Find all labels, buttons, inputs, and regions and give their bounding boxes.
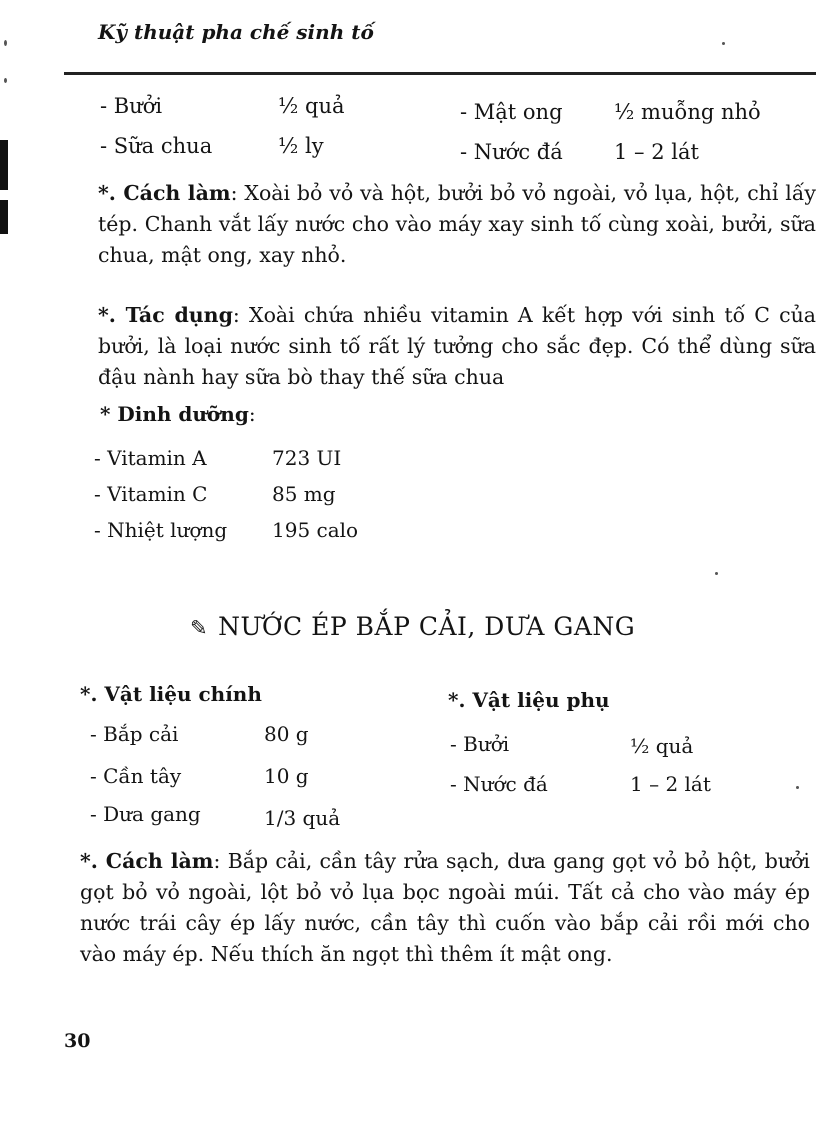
- nutrient-value: 723 UI: [272, 446, 342, 470]
- scan-edge-mark: [0, 200, 8, 234]
- page-number: 30: [64, 1030, 91, 1052]
- method-text: : Bắp cải, cần tây rửa sạch, dưa gang gọt vỏ bỏ hột, bưởi gọt bỏ vỏ ngoài, lột bỏ vỏ lụa bọc ngoài múi. Tất cả cho vào máy ép nước trái cây ép lấy nước, cần tây thì cuốn vào bắp cải rồi mới cho vào máy ép. Nếu thích ăn ngọt thì thêm ít mật ong.: [80, 849, 810, 966]
- effect-paragraph: [98, 300, 816, 393]
- effect-text: : Xoài chứa nhiều vitamin A kết hợp với sinh tố C của bưởi, là loại nước sinh tố rất lý tưởng cho sắc đẹp. Có thể dùng sữa đậu nành hay sữa bò thay thế sữa chua: [98, 303, 816, 389]
- nutrient-name: - Vitamin C: [94, 482, 208, 506]
- ingredient-name: - Dưa gang: [90, 802, 201, 826]
- ingredient-name: - Nước đá: [450, 772, 548, 796]
- nutrient-value: 85 mg: [272, 482, 336, 506]
- ingredient-amount: 80 g: [264, 722, 309, 746]
- scan-speck: [4, 40, 7, 46]
- pencil-icon: ✎: [190, 616, 209, 640]
- ingredient-name: - Nước đá: [460, 140, 563, 164]
- ingredient-amount: 1/3 quả: [264, 806, 341, 830]
- side-materials-heading: *. Vật liệu phụ: [448, 688, 610, 712]
- nutrient-name: - Vitamin A: [94, 446, 207, 470]
- recipe-title: [190, 612, 635, 641]
- scan-speck: [4, 78, 7, 83]
- method-label: *. Cách làm: [80, 849, 214, 873]
- method-paragraph: [80, 846, 810, 970]
- scan-edge-mark: [0, 140, 8, 190]
- nutrition-heading: [100, 402, 256, 426]
- running-title: Kỹ thuật pha chế sinh tố: [98, 20, 374, 44]
- ingredient-amount: 10 g: [264, 764, 309, 788]
- ingredient-amount: ½ muỗng nhỏ: [614, 100, 761, 124]
- header-rule: [64, 72, 816, 75]
- main-materials-heading: *. Vật liệu chính: [80, 682, 262, 706]
- ingredient-name: - Mật ong: [460, 100, 563, 124]
- scan-speck: [796, 786, 799, 789]
- ingredient-name: - Bưởi: [450, 732, 510, 756]
- nutrient-name: - Nhiệt lượng: [94, 518, 228, 542]
- effect-label: *. Tác dụng: [98, 303, 233, 327]
- ingredient-amount: ½ ly: [278, 134, 324, 158]
- scan-speck: [715, 572, 718, 575]
- scan-speck: [722, 42, 725, 45]
- ingredient-name: - Sữa chua: [100, 134, 213, 158]
- nutrition-label: * Dinh dưỡng: [100, 402, 249, 426]
- method-text: : Xoài bỏ vỏ và hột, bưởi bỏ vỏ ngoài, vỏ lụa, hột, chỉ lấy tép. Chanh vắt lấy nước cho vào máy xay sinh tố cùng xoài, bưởi, sữa chua, mật ong, xay nhỏ.: [98, 181, 816, 267]
- method-label: *. Cách làm: [98, 181, 231, 205]
- recipe-title-text: NƯỚC ÉP BẮP CẢI, DƯA GANG: [218, 612, 636, 641]
- ingredient-amount: 1 – 2 lát: [630, 772, 711, 796]
- ingredient-amount: ½ quả: [278, 94, 345, 118]
- ingredient-name: - Cần tây: [90, 764, 182, 788]
- ingredient-amount: 1 – 2 lát: [614, 140, 699, 164]
- method-paragraph: [98, 178, 816, 271]
- ingredient-name: - Bắp cải: [90, 722, 179, 746]
- nutrient-value: 195 calo: [272, 518, 359, 542]
- nutrition-colon: :: [248, 402, 256, 426]
- ingredient-amount: ½ quả: [630, 734, 694, 758]
- ingredient-name: - Bưởi: [100, 94, 163, 118]
